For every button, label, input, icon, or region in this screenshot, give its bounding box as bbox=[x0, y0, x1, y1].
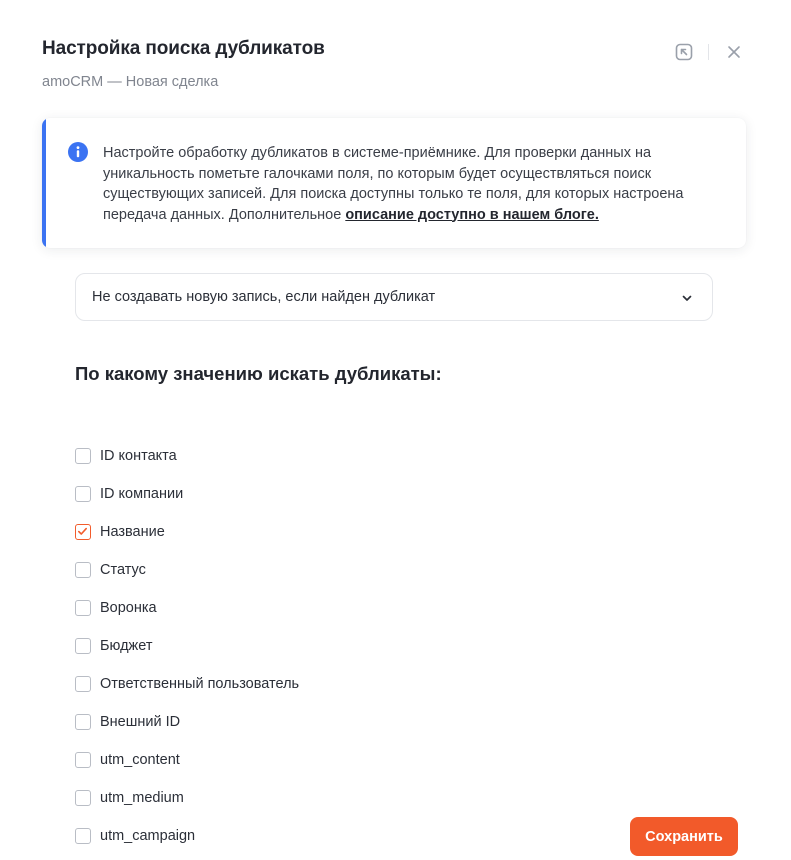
field-label: Ответственный пользователь bbox=[100, 676, 300, 692]
field-label: utm_content bbox=[100, 752, 180, 768]
field-option[interactable] bbox=[75, 750, 180, 770]
field-checkbox[interactable] bbox=[75, 638, 91, 654]
field-option[interactable] bbox=[75, 446, 177, 466]
field-option[interactable] bbox=[75, 788, 184, 808]
field-option[interactable] bbox=[75, 484, 183, 504]
field-label: Статус bbox=[100, 562, 146, 578]
field-checkbox[interactable] bbox=[75, 524, 91, 540]
field-checkbox[interactable] bbox=[75, 752, 91, 768]
open-external-button[interactable] bbox=[672, 40, 696, 64]
duplicate-action-select[interactable] bbox=[75, 273, 713, 321]
section-title: По какому значению искать дубликаты: bbox=[75, 363, 442, 384]
field-label: utm_medium bbox=[100, 790, 184, 806]
modal-subtitle: amoCRM — Новая сделка bbox=[42, 74, 219, 90]
field-checkbox[interactable] bbox=[75, 828, 91, 844]
checkmark-icon bbox=[77, 526, 88, 537]
field-option[interactable] bbox=[75, 712, 180, 732]
field-label: Внешний ID bbox=[100, 714, 181, 730]
info-accent-bar bbox=[42, 118, 46, 248]
field-option[interactable] bbox=[75, 560, 146, 580]
info-body: Настройте обработку дубликатов в системе-приёмнике. Для проверки данных на уникальность пометьте галочками поля, по которым будет осуществляться поиск существующих записей. Для поиска доступны только те поля, для которых настроена передача данных. Дополнительное bbox=[103, 145, 684, 223]
field-checkbox[interactable] bbox=[75, 486, 91, 502]
field-checkbox[interactable] bbox=[75, 790, 91, 806]
modal-title: Настройка поиска дубликатов bbox=[42, 38, 325, 59]
header-divider bbox=[708, 44, 709, 60]
info-icon bbox=[68, 142, 88, 162]
field-checkbox[interactable] bbox=[75, 562, 91, 578]
field-option[interactable] bbox=[75, 636, 152, 656]
field-label: Бюджет bbox=[100, 638, 153, 654]
field-label: ID контакта bbox=[100, 448, 177, 464]
info-callout bbox=[42, 118, 746, 248]
field-option[interactable] bbox=[75, 826, 195, 846]
field-label: Название bbox=[100, 524, 165, 540]
blog-description-link[interactable]: описание доступно в нашем блоге. bbox=[345, 206, 599, 223]
field-option[interactable] bbox=[75, 674, 299, 694]
field-label: utm_campaign bbox=[100, 828, 196, 844]
field-label: ID компании bbox=[100, 486, 184, 502]
open-external-icon bbox=[674, 42, 694, 62]
field-checkbox[interactable] bbox=[75, 714, 91, 730]
field-label: Воронка bbox=[100, 600, 157, 616]
field-checkbox[interactable] bbox=[75, 676, 91, 692]
header-actions bbox=[672, 40, 746, 64]
duplicate-action-value: Не создавать новую запись, если найден дубликат bbox=[92, 289, 436, 305]
chevron-down-icon bbox=[680, 291, 694, 305]
field-checkbox[interactable] bbox=[75, 600, 91, 616]
field-checkbox[interactable] bbox=[75, 448, 91, 464]
info-text bbox=[103, 143, 733, 225]
field-option[interactable] bbox=[75, 522, 165, 542]
field-option[interactable] bbox=[75, 598, 157, 618]
close-button[interactable] bbox=[722, 40, 746, 64]
close-icon bbox=[727, 45, 741, 59]
save-button[interactable]: Сохранить bbox=[630, 817, 738, 856]
